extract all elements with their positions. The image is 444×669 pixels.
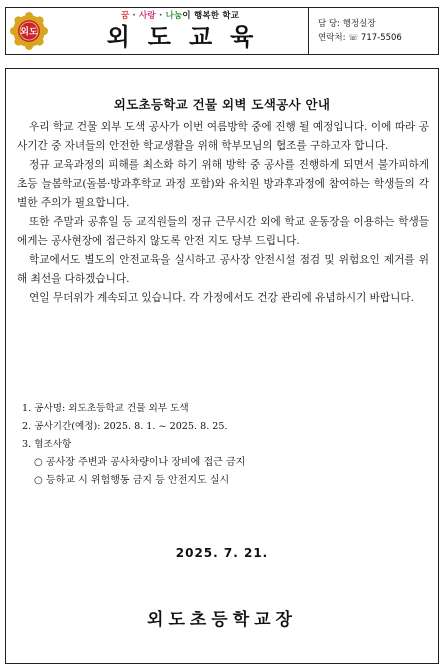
- letterhead: [5, 7, 439, 55]
- slogan-rest: 이 행복한 학교: [182, 10, 240, 21]
- school-emblem-icon: [10, 12, 48, 50]
- list-subitem: ○ 공사장 주변과 공사차량이나 장비에 접근 금지: [34, 457, 246, 468]
- slogan-share: 나눔: [165, 10, 183, 21]
- slogan-love: 사랑: [138, 10, 156, 21]
- document-title: 외도초등학교 건물 외벽 도색공사 안내: [113, 97, 331, 112]
- list-item: 3. 협조사항: [22, 439, 72, 450]
- slogan-separator: ·: [129, 10, 139, 21]
- paragraph: 연일 무더위가 계속되고 있습니다. 각 가정에서도 건강 관리에 유념하시기 바랍니다.: [29, 292, 414, 304]
- document-paragraphs: [17, 118, 429, 308]
- logo-text: 외도: [20, 27, 38, 38]
- project-details-list: [22, 400, 422, 490]
- contact-person: 담 당: 행정실장: [318, 19, 376, 29]
- newsletter-title: 외도교육: [106, 21, 272, 51]
- contact-phone-label: 연락처:: [318, 33, 346, 43]
- phone-icon: ☏: [348, 33, 359, 42]
- list-item: 2. 공사기간(예정): 2025. 8. 1. ~ 2025. 8. 25.: [22, 421, 228, 432]
- paragraph: 정규 교육과정의 피해를 최소화 하기 위해 방학 중 공사를 진행하게 되면서 불가피하게 초등 늘봄학교(돌봄·방과후학교 과정 포함)와 유치원 방과후과정에 참여하는 학생들의 각별한 주의가 필요합니다.: [17, 159, 429, 209]
- list-subitem: ○ 등하교 시 위험행동 금지 등 안전지도 실시: [34, 475, 230, 486]
- principal-signature: 외도초등학교장: [147, 610, 297, 630]
- document-body: [5, 68, 439, 664]
- document-date: 2025. 7. 21.: [175, 546, 269, 560]
- paragraph: 우리 학교 건물 외부 도색 공사가 이번 여름방학 중에 진행 될 예정입니다. 이에 따라 공사기간 중 자녀들의 안전한 학교생활을 위해 학부모님의 협조를 구하고자 합니다.: [17, 121, 429, 152]
- slogan-separator: ·: [155, 10, 166, 21]
- slogan-dream: 꿈: [120, 10, 130, 21]
- contact-info: [309, 8, 438, 54]
- contact-phone-row: [318, 31, 438, 45]
- contact-phone: 717-5506: [360, 33, 402, 43]
- school-slogan: [121, 11, 239, 22]
- school-title-block: [52, 8, 309, 54]
- school-logo: [6, 8, 52, 54]
- list-item: 1. 공사명: 외도초등학교 건물 외부 도색: [22, 403, 189, 414]
- paragraph: 또한 주말과 공휴일 등 교직원들의 정규 근무시간 외에 학교 운동장을 이용하는 학생들에게는 공사현장에 접근하지 않도록 안전 지도 당부 드립니다.: [17, 216, 429, 247]
- paragraph: 학교에서도 별도의 안전교육을 실시하고 공사장 안전시설 점검 및 위험요인 제거를 위해 최선을 다하겠습니다.: [17, 254, 429, 285]
